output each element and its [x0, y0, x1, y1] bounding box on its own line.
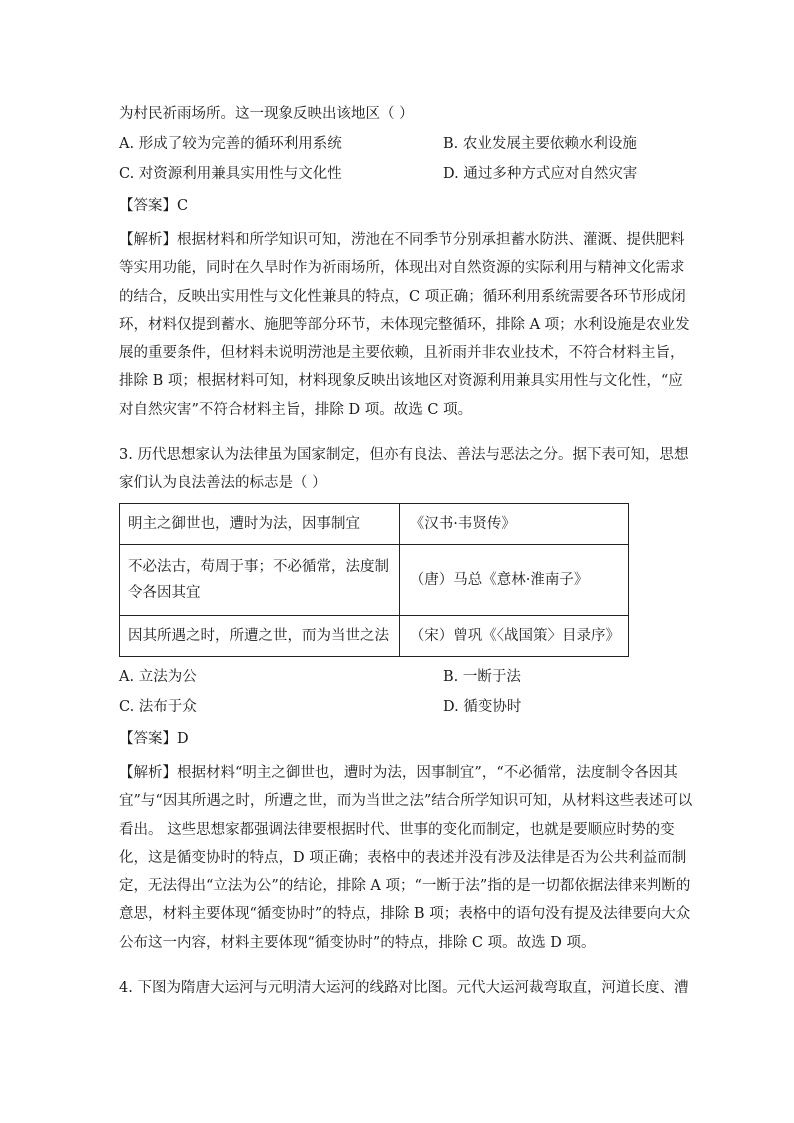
table-cell-quote: 不必法古，苟周于事；不必循常，法度制令各因其宜 [120, 545, 400, 616]
table-row [120, 504, 629, 545]
q3-option-a: A. 立法为公 [119, 669, 197, 685]
q2-analysis-line: 等实用功能，同时在久旱时作为祈雨场所，体现出对自然资源的实际利用与精神文化需求 [119, 260, 685, 277]
table-row [120, 545, 629, 616]
q3-analysis-line: 意思，材料主要体现“循变协时”的特点，排除 B 项；表格中的语句没有提及法律要向大众 [119, 906, 691, 923]
q3-analysis-line: 【解析】根据材料“明主之御世也，遭时为法，因事制宜”，“不必循常，法度制令各因其 [119, 765, 678, 781]
table-cell-quote: 明主之御世也，遭时为法，因事制宜 [120, 504, 400, 545]
table-cell-source: （宋）曾巩《〈战国策〉目录序》 [399, 616, 628, 657]
q2-analysis-line: 【解析】根据材料和所学知识可知，涝池在不同季节分别承担蓄水防洪、灌溉、提供肥料 [119, 232, 685, 248]
q3-stem [119, 441, 689, 498]
q3-option-b: B. 一断于法 [443, 669, 521, 685]
q2-options-row-1 [119, 134, 679, 154]
q2-option-a: A. 形成了较为完善的循环利用系统 [119, 136, 342, 152]
q2-options-row-2 [119, 164, 679, 184]
q3-source-table [119, 503, 629, 657]
q3-stem-line: 家们认为良法善法的标志是（ ） [119, 475, 327, 492]
q2-option-b: B. 农业发展主要依赖水利设施 [443, 136, 637, 152]
table-cell-quote: 因其所遇之时，所遭之世，而为当世之法 [120, 616, 400, 657]
q3-answer: 【答案】D [119, 731, 189, 747]
q2-analysis [119, 226, 690, 424]
table-cell-source: （唐）马总《意林·淮南子》 [399, 545, 628, 616]
q3-options-row-2 [119, 697, 679, 717]
q2-analysis-line: 排除 B 项；根据材料可知，材料现象反映出该地区对资源利用兼具实用性与文化性，“应 [119, 373, 683, 390]
q2-analysis-line: 的结合，反映出实用性与文化性兼具的特点，C 项正确；循环利用系统需要各环节形成闭 [119, 288, 686, 305]
q3-analysis-line: 宜”与“因其所遇之时，所遭之世，而为当世之法”结合所学知识可知，从材料这些表述可以 [119, 793, 693, 810]
q2-stem-tail: 为村民祈雨场所。这一现象反映出该地区（ ） [119, 106, 414, 122]
q2-option-c: C. 对资源利用兼具实用性与文化性 [119, 166, 342, 182]
q2-option-d: D. 通过多种方式应对自然灾害 [443, 166, 638, 182]
q2-analysis-line: 对自然灾害”不符合材料主旨，排除 D 项。故选 C 项。 [119, 401, 473, 418]
q2-analysis-line: 环，材料仅提到蓄水、施肥等部分环节，未体现完整循环，排除 A 项；水利设施是农业发 [119, 316, 690, 333]
table-cell-source: 《汉书·韦贤传》 [399, 504, 628, 545]
q3-analysis-line: 定，无法得出“立法为公”的结论，排除 A 项；“一断于法”指的是一切都依据法律来判断的 [119, 878, 691, 895]
q3-stem-line: 3. 历代思想家认为法律虽为国家制定，但亦有良法、善法与恶法之分。据下表可知，思想 [119, 447, 689, 463]
q3-analysis [119, 759, 693, 957]
q3-analysis-line: 化，这是循变协时的特点，D 项正确；表格中的表述并没有涉及法律是否为公共利益而制 [119, 849, 687, 866]
q3-analysis-line: 看出。 这些思想家都强调法律要根据时代、世事的变化而制定，也就是要顺应时势的变 [119, 821, 675, 838]
q2-analysis-line: 展的重要条件，但材料未说明涝池是主要依赖，且祈雨并非农业技术，不符合材料主旨， [119, 345, 685, 362]
q3-option-d: D. 循变协时 [443, 699, 522, 715]
q4-stem: 4. 下图为隋唐大运河与元明清大运河的线路对比图。元代大运河裁弯取直，河道长度、漕 [119, 980, 689, 996]
q3-options-row-1 [119, 667, 679, 687]
q3-option-c: C. 法布于众 [119, 699, 197, 715]
table-row [120, 616, 629, 657]
q2-answer: 【答案】C [119, 198, 189, 214]
q3-analysis-line: 公布这一内容，材料主要体现“循变协时”的特点，排除 C 项。故选 D 项。 [119, 934, 596, 951]
